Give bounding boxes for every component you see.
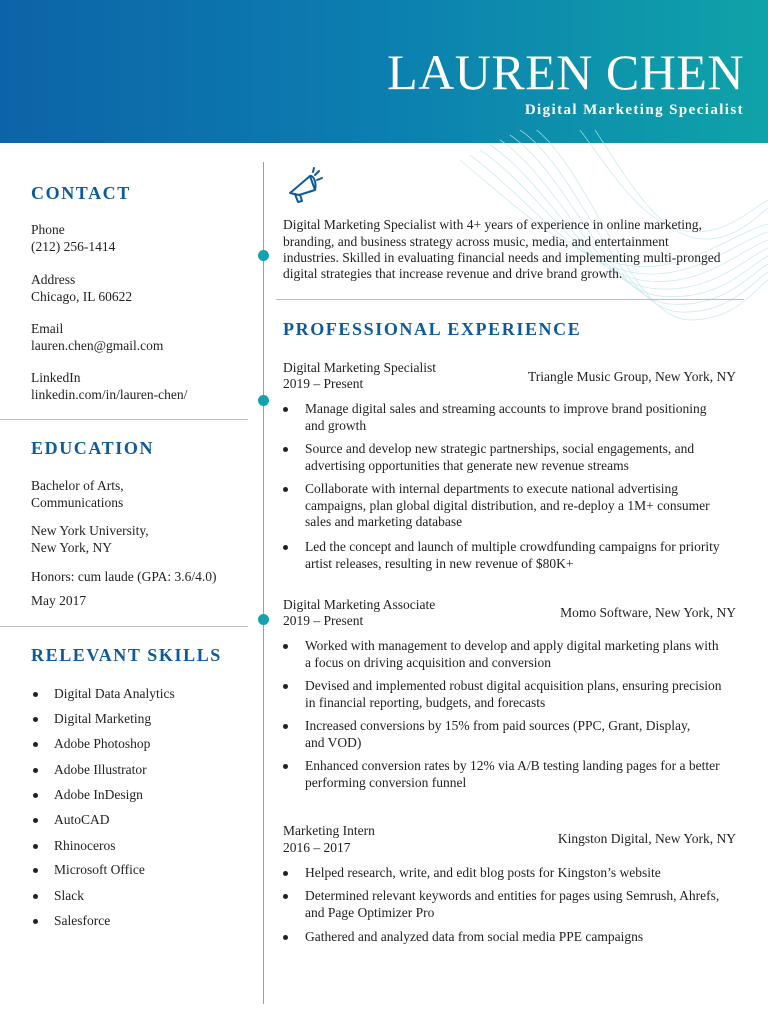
job-dates: 2019 – Present [283,376,364,391]
job-bullet: Enhanced conversion rates by 12% via A/B testing landing pages for a better performing conversion funnel [283,758,745,791]
skill-item: Digital Data Analytics [31,686,175,702]
job-bullet: Led the concept and launch of multiple crowdfunding campaigns for priority artist releases, resulting in new revenue of $80K+ [283,539,745,572]
email-value[interactable]: lauren.chen@gmail.com [31,338,164,353]
skill-item: Slack [31,888,84,904]
job-company: Kingston Digital, New York, NY [557,831,736,846]
job-role: Digital Marketing Associate [283,597,436,612]
skills-heading: RELEVANT SKILLS [31,645,222,665]
summary-line: Digital Marketing Specialist with 4+ years of experience in online marketing, [283,217,702,232]
job-bullet: Devised and implemented robust digital acquisition plans, ensuring precision in financial reporting, budgets, and forecasts [283,678,745,711]
phone-value: (212) 256-1414 [31,239,116,254]
summary-line: digital strategies that increase revenue and drive brand growth. [283,266,623,281]
job-bullet: Manage digital sales and streaming accounts to improve brand positioning and growth [283,401,745,434]
honors: Honors: cum laude (GPA: 3.6/4.0) [31,569,217,584]
skill-item: Adobe Photoshop [31,736,150,752]
contact-heading: CONTACT [31,183,131,203]
skill-item: Microsoft Office [31,862,145,878]
job-role: Marketing Intern [283,823,375,838]
address-label: Address [31,272,76,287]
skill-item: Digital Marketing [31,711,151,727]
summary-line: branding, and business strategy across music, media, and entertainment [283,234,669,249]
job-role: Digital Marketing Specialist [283,360,436,375]
address-value: Chicago, IL 60622 [31,289,133,304]
job-bullet: Increased conversions by 15% from paid sources (PPC, Grant, Display, and VOD) [283,718,745,751]
candidate-title: Digital Marketing Specialist [524,102,744,118]
skill-item: AutoCAD [31,812,110,828]
school-line2: New York, NY [31,540,113,555]
graduation-date: May 2017 [31,593,87,608]
job-bullet: Source and develop new strategic partnerships, social engagements, and advertising opportunities that generate new revenue streams [283,441,745,474]
job-bullet: Gathered and analyzed data from social media PPE campaigns [283,929,745,946]
linkedin-value[interactable]: linkedin.com/in/lauren-chen/ [31,387,188,402]
contact-divider [0,419,248,420]
education-heading: EDUCATION [31,438,155,458]
degree-line1: Bachelor of Arts, [31,478,124,493]
summary-line: industries. Skilled in evaluating financial needs and implementing multi-pronged [283,250,721,265]
phone-label: Phone [31,222,65,237]
job-company: Triangle Music Group, New York, NY [527,369,736,384]
candidate-name: LAUREN CHEN [387,44,744,100]
timeline-dot [258,250,269,261]
job-bullet: Helped research, write, and edit blog posts for Kingston’s website [283,865,745,882]
job-bullet: Worked with management to develop and apply digital marketing plans with a focus on driving acquisition and conversion [283,638,745,671]
skill-item: Adobe InDesign [31,787,143,803]
skill-item: Rhinoceros [31,838,116,854]
skill-item: Salesforce [31,913,110,929]
education-divider [0,626,248,627]
summary-divider [276,299,744,300]
timeline-dot [258,395,269,406]
school-line1: New York University, [31,523,149,538]
header-banner [0,0,768,143]
linkedin-label: LinkedIn [31,370,81,385]
job-dates: 2019 – Present [283,613,364,628]
job-company: Momo Software, New York, NY [560,605,736,620]
job-bullet: Collaborate with internal departments to execute national advertising campaigns, plan global digital distribution, and re-deploy a 1M+ consumer sales and marketing database [283,481,745,531]
skill-item: Adobe Illustrator [31,762,147,778]
email-label: Email [31,321,64,336]
experience-heading: PROFESSIONAL EXPERIENCE [283,319,582,339]
megaphone-icon [284,166,326,208]
timeline-dot [258,614,269,625]
job-bullet: Determined relevant keywords and entities for pages using Semrush, Ahrefs, and Page Optimizer Pro [283,888,745,921]
timeline-line [263,162,264,1004]
job-dates: 2016 – 2017 [283,840,351,855]
degree-line2: Communications [31,495,124,510]
